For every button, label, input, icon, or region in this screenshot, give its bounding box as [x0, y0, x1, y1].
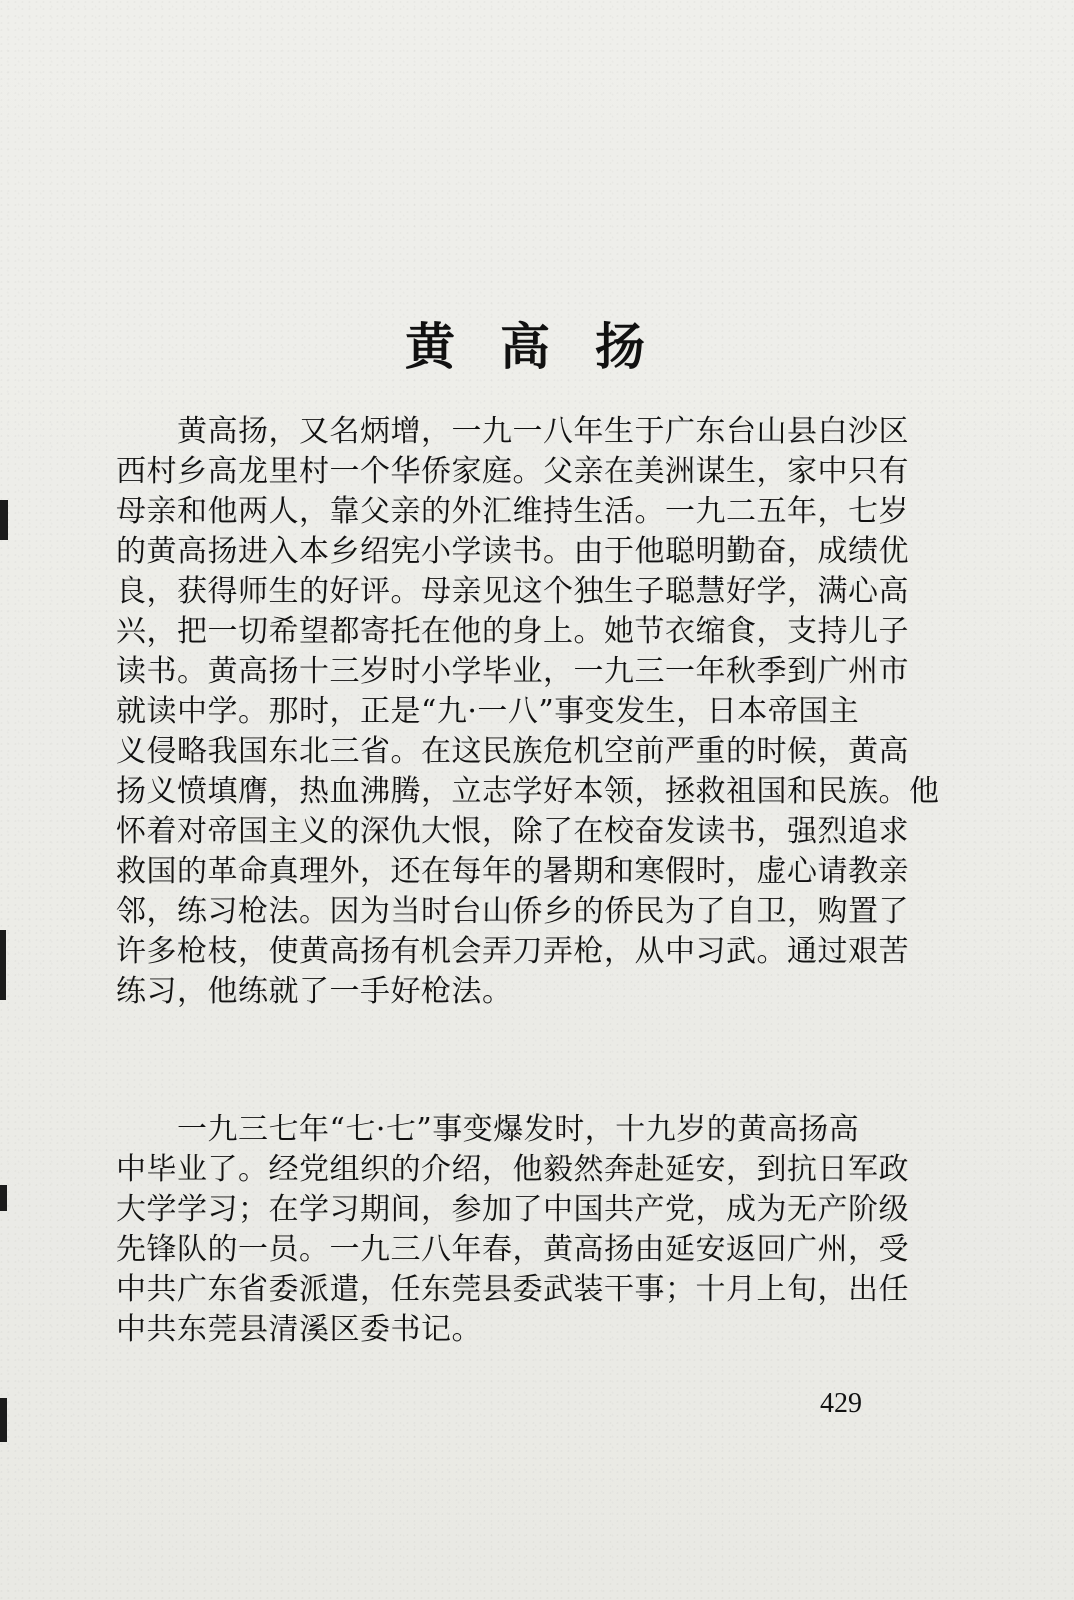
scan-edge-mark [0, 500, 8, 540]
paragraph-2 [116, 1110, 948, 1350]
paragraph-line: 练习，他练就了一手好枪法。 [116, 974, 513, 1009]
paragraph-line: 怀着对帝国主义的深仇大恨，除了在校奋发读书，强烈追求 [116, 814, 909, 849]
scan-edge-mark [0, 1185, 7, 1211]
page-number: 429 [820, 1388, 862, 1419]
paragraph-line: 大学学习；在学习期间，参加了中国共产党，成为无产阶级 [116, 1192, 909, 1227]
paragraph-line: 救国的革命真理外，还在每年的暑期和寒假时，虚心请教亲 [116, 854, 909, 889]
scan-left-edge [0, 0, 10, 1600]
paragraph-line: 义侵略我国东北三省。在这民族危机空前严重的时候，黄高 [116, 734, 909, 769]
paragraph-line: 良，获得师生的好评。母亲见这个独生子聪慧好学，满心高 [116, 574, 909, 609]
paragraph-line: 扬义愤填膺，热血沸腾，立志学好本领，拯救祖国和民族。他 [116, 774, 940, 809]
paragraph-line: 中共东莞县清溪区委书记。 [116, 1312, 482, 1347]
paragraph-line: 兴，把一切希望都寄托在他的身上。她节衣缩食，支持儿子 [116, 614, 909, 649]
paragraph-line: 邻，练习枪法。因为当时台山侨乡的侨民为了自卫，购置了 [116, 894, 909, 929]
paragraph-line: 读书。黄高扬十三岁时小学毕业，一九三一年秋季到广州市 [116, 654, 909, 689]
paragraph-line: 一九三七年“七·七”事变爆发时，十九岁的黄高扬高 [116, 1112, 860, 1147]
paragraph-line: 中共广东省委派遣，任东莞县委武装干事；十月上旬，出任 [116, 1272, 909, 1307]
title-char: 黄 [405, 316, 455, 376]
paragraph-line: 就读中学。那时，正是“九·一八”事变发生，日本帝国主 [116, 694, 860, 729]
paragraph-line: 先锋队的一员。一九三八年春，黄高扬由延安返回广州，受 [116, 1232, 909, 1267]
paragraph-line: 许多枪枝，使黄高扬有机会弄刀弄枪，从中习武。通过艰苦 [116, 934, 909, 969]
paragraph-line: 西村乡高龙里村一个华侨家庭。父亲在美洲谋生，家中只有 [116, 454, 909, 489]
title-char: 扬 [595, 316, 645, 376]
page-title [405, 316, 645, 376]
title-char: 高 [500, 316, 550, 376]
scan-edge-mark [0, 1398, 7, 1442]
scan-edge-mark [0, 930, 6, 1000]
paragraph-line: 的黄高扬进入本乡绍宪小学读书。由于他聪明勤奋，成绩优 [116, 534, 909, 569]
paragraph-1 [116, 412, 948, 1012]
paragraph-line: 黄高扬，又名炳增，一九一八年生于广东台山县白沙区 [116, 414, 909, 449]
paragraph-line: 母亲和他两人，靠父亲的外汇维持生活。一九二五年，七岁 [116, 494, 909, 529]
paragraph-line: 中毕业了。经党组织的介绍，他毅然奔赴延安，到抗日军政 [116, 1152, 909, 1187]
